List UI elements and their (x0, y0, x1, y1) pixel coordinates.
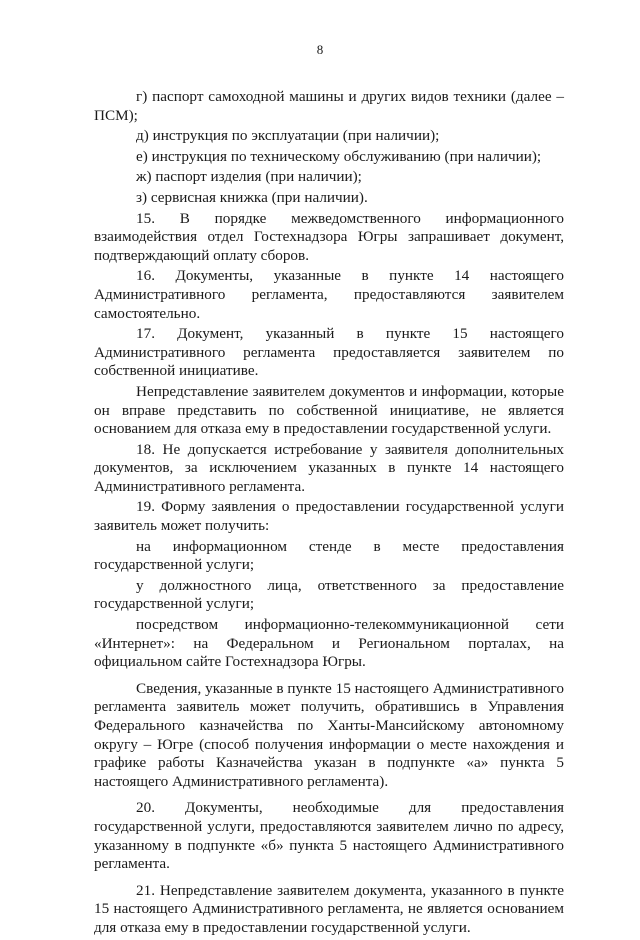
page-number: 8 (316, 42, 324, 57)
paragraph-item-e: е) инструкция по техническому обслуживанию (при наличии); (136, 147, 542, 165)
document-body (94, 88, 564, 940)
paragraph-item-zh: ж) паспорт изделия (при наличии); (136, 168, 362, 186)
paragraph-17: 17. Документ, указанный в пункте 15 настоящего Административного регламента предоставляется заявителем по собственной инициативе. (94, 325, 564, 380)
paragraph-item-z: з) сервисная книжка (при наличии). (136, 188, 368, 206)
paragraph-item-d: д) инструкция по эксплуатации (при наличии); (136, 127, 440, 145)
paragraph-19-internet: посредством информационно-телекоммуникационной сети «Интернет»: на Федеральном и Региональном порталах, на официальном сайте Гостехнадзора Югры. (94, 616, 564, 671)
paragraph-16: 16. Документы, указанные в пункте 14 настоящего Административного регламента, предоставляются заявителем самостоятельно. (94, 267, 564, 322)
paragraph-20: 20. Документы, необходимые для предоставления государственной услуги, предоставляются заявителем лично по адресу, указанному в подпункте «б» пункта 5 настоящего Административного регламента. (94, 799, 564, 873)
paragraph-18: 18. Не допускается истребование у заявителя дополнительных документов, за исключением указанных в пункте 14 настоящего Административного регламента. (94, 440, 564, 495)
paragraph-19-official: у должностного лица, ответственного за предоставление государственной услуги; (94, 576, 564, 613)
paragraph-19-stand: на информационном стенде в месте предоставления государственной услуги; (94, 537, 564, 574)
paragraph-treasury-info: Сведения, указанные в пункте 15 настоящего Административного регламента заявитель может получить, обратившись в Управления Федерального казначейства по Ханты-Мансийскому автономному округу – Югре (способ получения информации о месте нахождения и графике работы Казначейства указан в подпункте «а» пункта 5 настоящего Административного регламента). (94, 679, 564, 790)
paragraph-15: 15. В порядке межведомственного информационного взаимодействия отдел Гостехнадзора Югры запрашивает документ, подтверждающий оплату сборов. (94, 209, 564, 264)
paragraph-19: 19. Форму заявления о предоставлении государственной услуги заявитель может получить: (94, 498, 564, 535)
paragraph-17-note: Непредставление заявителем документов и информации, которые он вправе представить по собственной инициативе, не является основанием для отказа ему в предоставлении государственной услуги. (94, 382, 564, 438)
paragraph-item-g: г) паспорт самоходной машины и других видов техники (далее – ПСМ); (94, 88, 564, 124)
paragraph-21: 21. Непредставление заявителем документа, указанного в пункте 15 настоящего Административного регламента, не является основанием для отказа ему в предоставлении государственной услуги. (94, 881, 564, 936)
